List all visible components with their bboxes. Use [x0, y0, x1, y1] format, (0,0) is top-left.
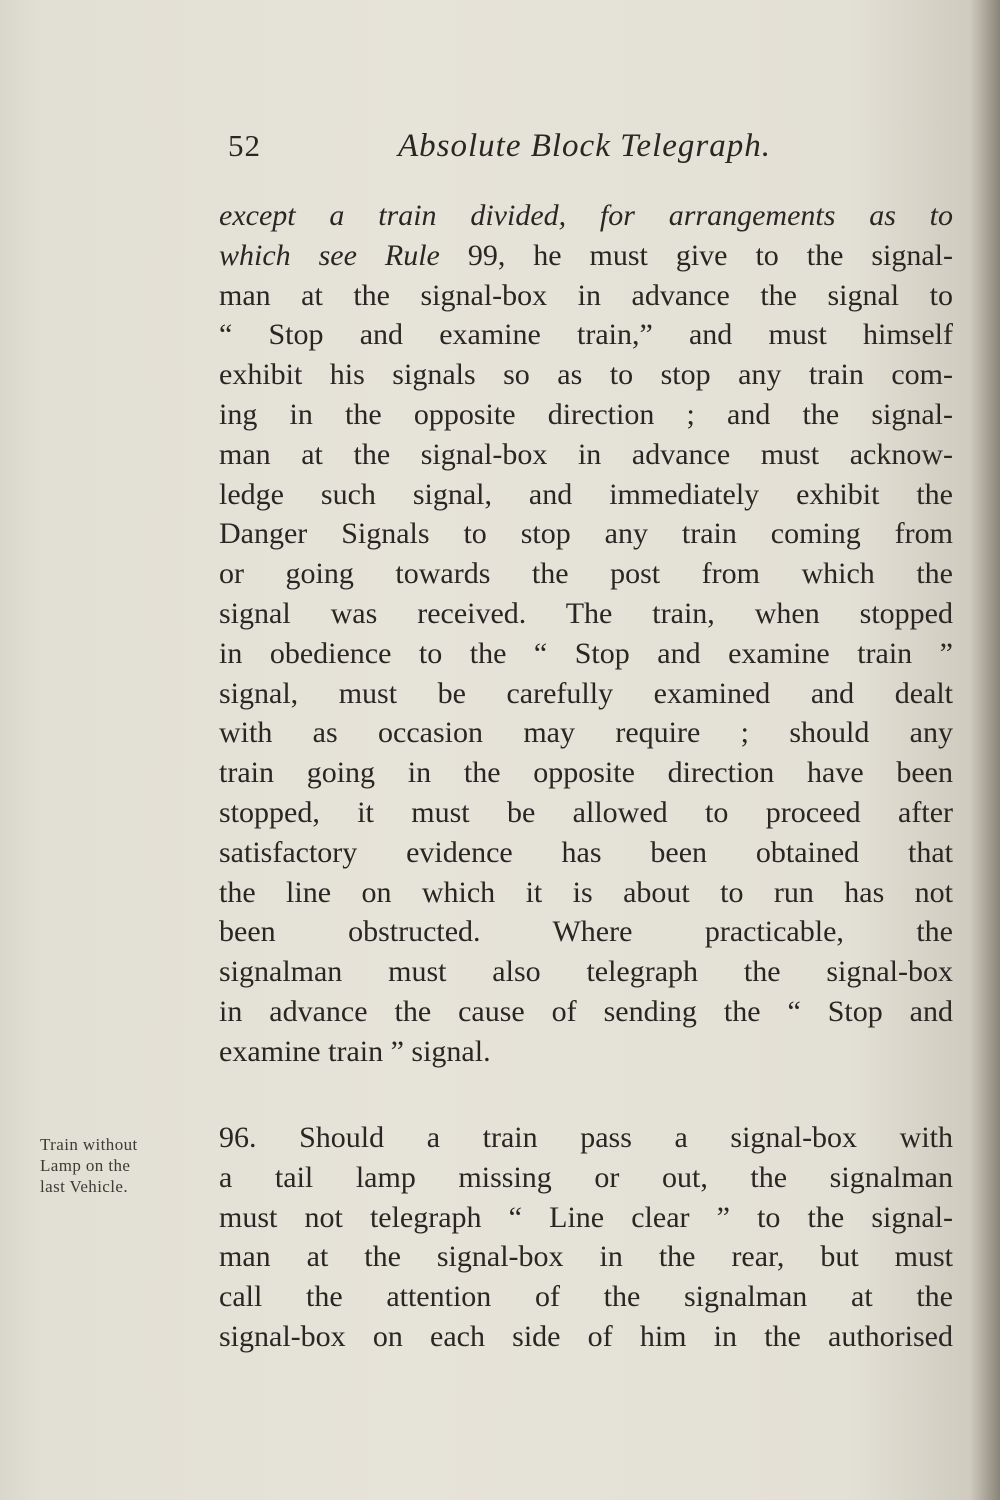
text-line: must not telegraph “ Line clear ” to the signal-: [219, 1200, 953, 1234]
text-line: signal-box on each side of him in the authorised: [219, 1319, 953, 1353]
text-line: the line on which it is about to run has not: [219, 875, 953, 909]
text-line: except a train divided, for arrangements as to: [219, 199, 953, 232]
text-line: ing in the opposite direction ; and the signal-: [219, 397, 953, 431]
text-line: man at the signal-box in the rear, but must: [219, 1240, 953, 1274]
page-header: [228, 118, 958, 168]
text-fragment: 99, he must give to the signal-: [439, 238, 953, 272]
rule-reference: which see Rule: [219, 238, 440, 272]
text-line: stopped, it must be allowed to proceed after: [219, 795, 953, 829]
running-title: Absolute Block Telegraph.: [398, 128, 771, 164]
text-line: ledge such signal, and immediately exhibit the: [219, 477, 953, 511]
text-line: with as occasion may require ; should any: [219, 716, 953, 750]
text-line: or going towards the post from which the: [219, 557, 953, 591]
text-line: signal, must be carefully examined and dealt: [219, 676, 953, 710]
text-line: 96. Should a train pass a signal-box with: [219, 1121, 953, 1154]
text-line: signal was received. The train, when stopped: [219, 596, 953, 630]
text-line: call the attention of the signalman at the: [219, 1280, 953, 1314]
text-line: been obstructed. Where practicable, the: [219, 915, 953, 949]
text-line: man at the signal-box in advance must acknow-: [219, 437, 953, 471]
text-line: examine train ” signal.: [219, 1034, 491, 1068]
margin-note: [40, 1134, 200, 1197]
text-line: man at the signal-box in advance the signal to: [219, 278, 953, 312]
margin-note-line: last Vehicle.: [40, 1177, 128, 1196]
text-line: Danger Signals to stop any train coming from: [219, 517, 953, 551]
text-line: a tail lamp missing or out, the signalman: [219, 1160, 953, 1194]
text-line: in obedience to the “ Stop and examine train ”: [219, 636, 953, 670]
text-line: exhibit his signals so as to stop any train com-: [219, 358, 953, 392]
page-number: 52: [228, 128, 261, 163]
text-line: “ Stop and examine train,” and must himself: [219, 318, 953, 352]
text-line: satisfactory evidence has been obtained that: [219, 835, 953, 869]
text-line: [219, 236, 953, 276]
text-line: train going in the opposite direction have been: [219, 756, 953, 790]
text-line: signalman must also telegraph the signal-box: [219, 955, 953, 989]
text-line: in advance the cause of sending the “ Stop and: [219, 994, 953, 1028]
margin-note-line: Train without: [40, 1135, 138, 1154]
margin-note-line: Lamp on the: [40, 1156, 131, 1175]
paragraph-rule-96: [219, 1118, 953, 1357]
paragraph-rule-95-continued: [219, 196, 953, 1072]
